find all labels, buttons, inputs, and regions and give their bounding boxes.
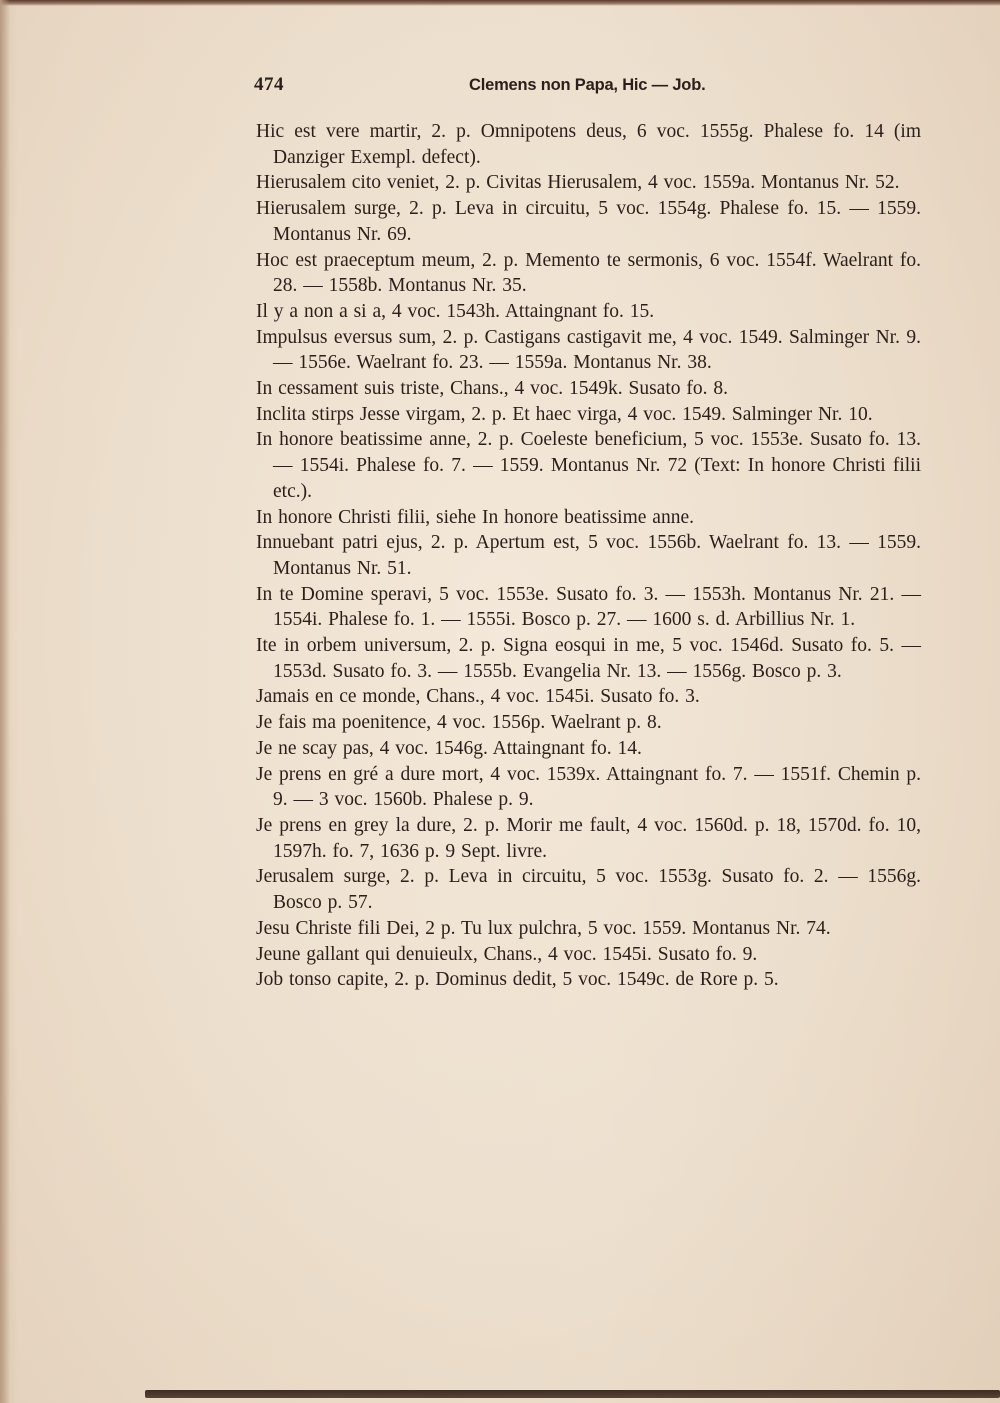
catalog-entry: Hierusalem surge, 2. p. Leva in circuitu, 5 voc. 1554g. Phalese fo. 15. — 1559. Montanus Nr. 69. — [256, 198, 921, 245]
page-top-edge — [0, 0, 1000, 6]
page-header — [254, 74, 914, 104]
catalog-entry: Jamais en ce monde, Chans., 4 voc. 1545i. Susato fo. 3. — [256, 686, 700, 708]
catalog-entry: Hoc est praeceptum meum, 2. p. Memento te sermonis, 6 voc. 1554f. Waelrant fo. 28. — 1558b. Montanus Nr. 35. — [256, 249, 921, 297]
scan-bottom-edge — [145, 1390, 1000, 1398]
catalog-entry: Jerusalem surge, 2. p. Leva in circuitu, 5 voc. 1553g. Susato fo. 2. — 1556g. Bosco p. 57. — [256, 866, 921, 914]
catalog-entry: Hic est vere martir, 2. p. Omnipotens deus, 6 voc. 1555g. Phalese fo. 14 (im Danziger Exempl. defect). — [256, 121, 921, 168]
catalog-entry: In cessament suis triste, Chans., 4 voc. 1549k. Susato fo. 8. — [256, 378, 728, 400]
catalog-entry: Je fais ma poenitence, 4 voc. 1556p. Waelrant p. 8. — [256, 712, 662, 734]
catalog-entry: In te Domine speravi, 5 voc. 1553e. Susato fo. 3. — 1553h. Montanus Nr. 21. — 1554i. Phalese fo. 1. — 1555i. Bosco p. 27. — 1600 s. d. Arbillius Nr. 1. — [256, 583, 921, 631]
catalog-entry: Je prens en grey la dure, 2. p. Morir me fault, 4 voc. 1560d. p. 18, 1570d. fo. 10, 1597h. fo. 7, 1636 p. 9 Sept. livre. — [256, 814, 921, 862]
catalog-entry: Jeune gallant qui denuieulx, Chans., 4 voc. 1545i. Susato fo. 9. — [256, 943, 758, 965]
catalog-entry: Innuebant patri ejus, 2. p. Apertum est, 5 voc. 1556b. Waelrant fo. 13. — 1559. Montanus Nr. 51. — [256, 532, 921, 579]
catalog-entry: Il y a non a si a, 4 voc. 1543h. Attaingnant fo. 15. — [256, 300, 655, 322]
catalog-entry: Jesu Christe fili Dei, 2 p. Tu lux pulchra, 5 voc. 1559. Montanus Nr. 74. — [256, 917, 831, 939]
running-head: Clemens non Papa, Hic — Job. — [469, 76, 706, 94]
catalog-entry: Ite in orbem universum, 2. p. Signa eosqui in me, 5 voc. 1546d. Susato fo. 5. — 1553d. Susato fo. 3. — 1555b. Evangelia Nr. 13. — 1556g. Bosco p. 3. — [256, 635, 921, 682]
page-number: 474 — [254, 74, 284, 95]
catalog-entry: Inclita stirps Jesse virgam, 2. p. Et haec virga, 4 voc. 1549. Salminger Nr. 10. — [256, 403, 873, 425]
catalog-entry: Job tonso capite, 2. p. Dominus dedit, 5 voc. 1549c. de Rore p. 5. — [256, 969, 779, 991]
catalog-entry: Impulsus eversus sum, 2. p. Castigans castigavit me, 4 voc. 1549. Salminger Nr. 9. — 1556e. Waelrant fo. 23. — 1559a. Montanus Nr. 38. — [256, 326, 921, 374]
catalog-entry: Je prens en gré a dure mort, 4 voc. 1539x. Attaingnant fo. 7. — 1551f. Chemin p. 9. — 3 voc. 1560b. Phalese p. 9. — [256, 763, 921, 811]
catalog-entry: Hierusalem cito veniet, 2. p. Civitas Hierusalem, 4 voc. 1559a. Montanus Nr. 52. — [256, 172, 900, 194]
catalog-entry: In honore Christi filii, siehe In honore beatissime anne. — [256, 506, 694, 528]
catalog-entry: Je ne scay pas, 4 voc. 1546g. Attaingnant fo. 14. — [256, 737, 642, 759]
page-binding-edge — [0, 0, 10, 1403]
catalog-entries — [256, 119, 921, 993]
catalog-entry: In honore beatissime anne, 2. p. Coeleste beneficium, 5 voc. 1553e. Susato fo. 13. — 1554i. Phalese fo. 7. — 1559. Montanus Nr. 72 (Text: In honore Christi filii etc.). — [256, 429, 921, 502]
